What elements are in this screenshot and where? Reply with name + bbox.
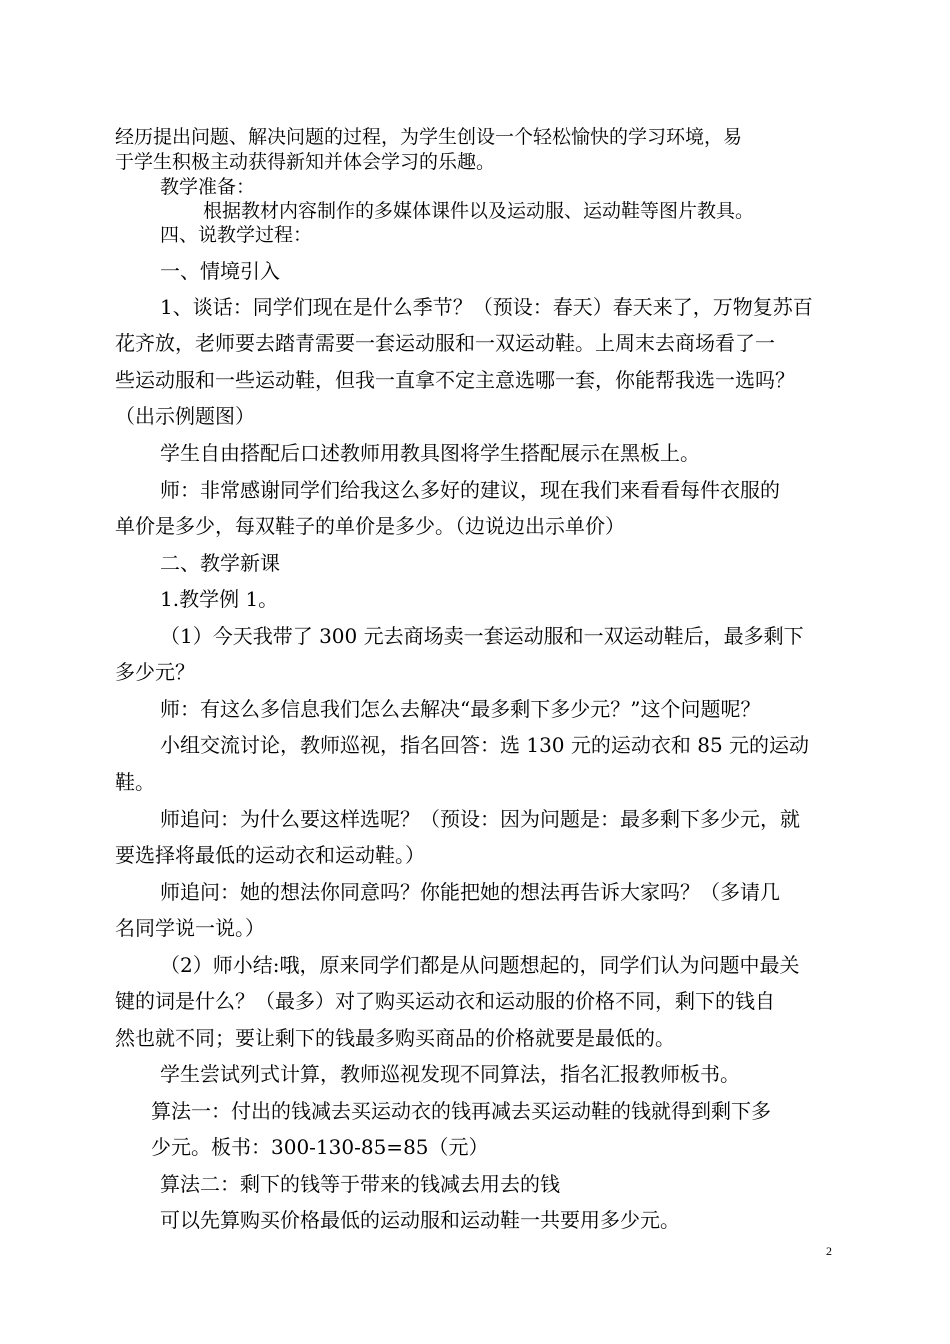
text-line: 可以先算购买价格最低的运动服和运动鞋一共要用多少元。: [160, 1208, 680, 1232]
text-line: 1、谈话：同学们现在是什么季节？（预设：春天）春天来了，万物复苏百: [160, 295, 813, 319]
text-line: 学生尝试列式计算，教师巡视发现不同算法，指名汇报教师板书。: [160, 1062, 740, 1086]
text-line: 名同学说一说。）: [115, 916, 265, 940]
text-line: 1.教学例 1。: [160, 587, 279, 611]
text-line: 学生自由搭配后口述教师用教具图将学生搭配展示在黑板上。: [160, 441, 700, 465]
text-line: （1）今天我带了 300 元去商场卖一套运动服和一双运动鞋后，最多剩下: [160, 624, 804, 648]
text-line: 少元。板书：300-130-85=85（元）: [151, 1135, 489, 1159]
text-line: 算法一：付出的钱减去买运动衣的钱再减去买运动鞋的钱就得到剩下多: [151, 1099, 771, 1123]
page-number: 2: [826, 1244, 832, 1258]
text-line: 师：有这么多信息我们怎么去解决“最多剩下多少元？”这个问题呢？: [160, 697, 761, 721]
text-line: 算法二：剩下的钱等于带来的钱减去用去的钱: [160, 1172, 560, 1196]
text-line: 经历提出问题、解决问题的过程，为学生创设一个轻松愉快的学习环境，易: [115, 126, 743, 148]
text-line: 根据教材内容制作的多媒体课件以及运动服、运动鞋等图片教具。: [203, 200, 755, 222]
text-line: 键的词是什么？（最多）对了购买运动衣和运动服的价格不同，剩下的钱自: [115, 989, 775, 1013]
text-line: 鞋。: [115, 770, 155, 794]
section-heading: 一、情境引入: [160, 259, 280, 283]
text-line: 师追问：她的想法你同意吗？你能把她的想法再告诉大家吗？（多请几: [160, 880, 780, 904]
text-line: 教学准备：: [160, 176, 256, 198]
text-line: 单价是多少，每双鞋子的单价是多少。（边说边出示单价）: [115, 514, 625, 538]
text-line: 四、说教学过程：: [160, 224, 313, 246]
text-line: 师追问：为什么要这样选呢？（预设：因为问题是：最多剩下多少元，就: [160, 807, 800, 831]
text-line: （2）师小结:哦，原来同学们都是从问题想起的，同学们认为问题中最关: [160, 953, 800, 977]
text-line: 些运动服和一些运动鞋，但我一直拿不定主意选哪一套，你能帮我选一选吗？: [115, 368, 795, 392]
text-line: 多少元？: [115, 660, 195, 684]
text-line: 要选择将最低的运动衣和运动鞋。）: [115, 843, 425, 867]
text-line: 师：非常感谢同学们给我这么多好的建议，现在我们来看看每件衣服的: [160, 478, 780, 502]
section-heading: 二、教学新课: [160, 551, 280, 575]
text-line: 于学生积极主动获得新知并体会学习的乐趣。: [115, 151, 496, 173]
text-line: 花齐放，老师要去踏青需要一套运动服和一双运动鞋。上周末去商场看了一: [115, 331, 775, 355]
text-line: 小组交流讨论，教师巡视，指名回答：选 130 元的运动衣和 85 元的运动: [160, 733, 810, 757]
text-line: 然也就不同；要让剩下的钱最多购买商品的价格就要是最低的。: [115, 1026, 675, 1050]
text-line: （出示例题图）: [115, 404, 255, 428]
